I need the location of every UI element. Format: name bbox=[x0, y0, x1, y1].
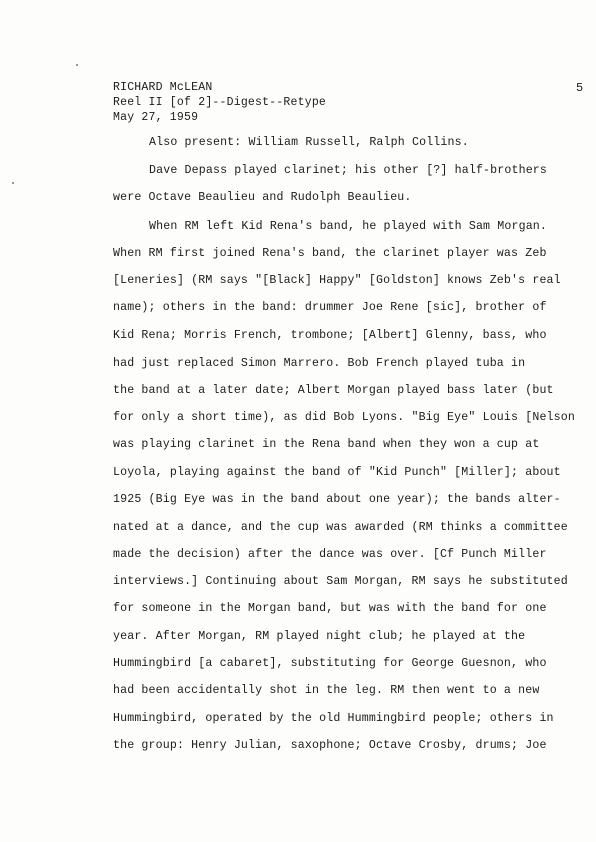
text-line: was playing clarinet in the Rena band when they won a cup at bbox=[113, 438, 540, 451]
text-line: nated at a dance, and the cup was awarded (RM thinks a committee bbox=[113, 521, 568, 534]
reel-info: Reel II [of 2]--Digest--Retype bbox=[113, 96, 327, 109]
text-line: made the decision) after the dance was over. [Cf Punch Miller bbox=[113, 548, 547, 561]
text-line: Kid Rena; Morris French, trombone; [Albert] Glenny, bass, who bbox=[113, 329, 547, 342]
interview-date: May 27, 1959 bbox=[113, 111, 199, 124]
text-line: year. After Morgan, RM played night club; he played at the bbox=[113, 630, 526, 643]
text-line: had been accidentally shot in the leg. RM then went to a new bbox=[113, 684, 540, 697]
text-line: [Leneries] (RM says "[Black] Happy" [Goldston] knows Zeb's real bbox=[113, 274, 561, 287]
scan-speck bbox=[12, 182, 14, 184]
text-line: interviews.] Continuing about Sam Morgan, RM says he substituted bbox=[113, 575, 568, 588]
text-line: When RM left Kid Rena's band, he played with Sam Morgan. bbox=[149, 220, 548, 233]
document-header bbox=[113, 80, 326, 125]
text-line: the group: Henry Julian, saxophone; Octave Crosby, drums; Joe bbox=[113, 739, 547, 752]
text-line: name); others in the band: drummer Joe Rene [sic], brother of bbox=[113, 301, 547, 314]
page-number: 5 bbox=[576, 81, 584, 95]
text-line: Dave Depass played clarinet; his other [?] half-brothers bbox=[149, 164, 548, 177]
text-line: Loyola, playing against the band of "Kid Punch" [Miller]; about bbox=[113, 466, 561, 479]
scan-speck bbox=[76, 64, 78, 66]
text-line: for someone in the Morgan band, but was with the band for one bbox=[113, 602, 547, 615]
interviewee-name: RICHARD McLEAN bbox=[113, 81, 213, 94]
text-line: for only a short time), as did Bob Lyons. "Big Eye" Louis [Nelson bbox=[113, 411, 575, 424]
text-line: had just replaced Simon Marrero. Bob French played tuba in bbox=[113, 357, 526, 370]
text-line: the band at a later date; Albert Morgan played bass later (but bbox=[113, 384, 554, 397]
text-line: Hummingbird, operated by the old Hummingbird people; others in bbox=[113, 712, 554, 725]
text-line: Also present: William Russell, Ralph Collins. bbox=[149, 136, 469, 149]
text-line: Hummingbird [a cabaret], substituting for George Guesnon, who bbox=[113, 657, 547, 670]
text-line: 1925 (Big Eye was in the band about one year); the bands alter- bbox=[113, 493, 561, 506]
text-line: were Octave Beaulieu and Rudolph Beaulieu. bbox=[113, 191, 412, 204]
text-line: When RM first joined Rena's band, the clarinet player was Zeb bbox=[113, 247, 547, 260]
